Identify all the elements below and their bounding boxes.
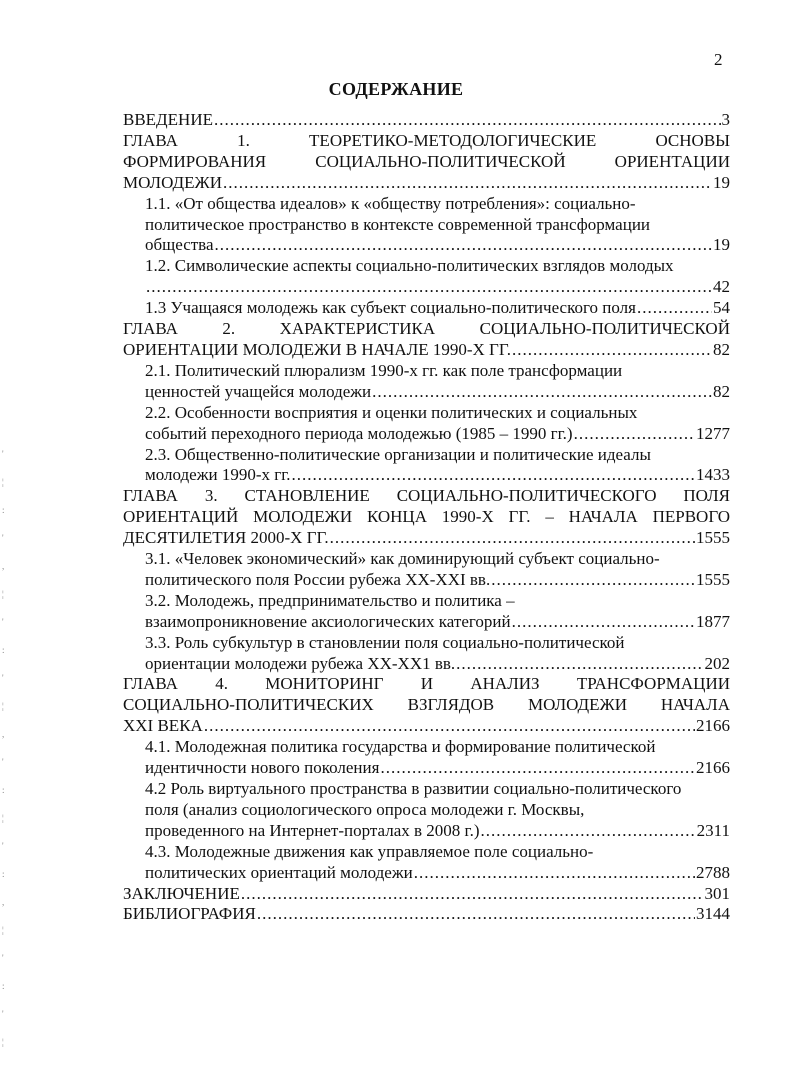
toc-subsection (123, 298, 730, 319)
toc-line (145, 277, 730, 298)
toc-page-number: 301 (704, 883, 730, 903)
toc-subsection (123, 256, 730, 298)
toc-page-number: 1555 (696, 569, 730, 589)
toc-chapter (123, 674, 730, 737)
toc-line (145, 549, 730, 570)
toc-chapter (123, 131, 730, 194)
toc-line (123, 110, 730, 131)
toc-line (123, 716, 730, 737)
toc-subsection (123, 842, 730, 884)
toc-line-text: 2.2. Особенности восприятия и оценки политических и социальных (145, 402, 638, 422)
toc-line-text: 2.3. Общественно-политические организации и политические идеалы (145, 444, 651, 464)
toc-line (123, 884, 730, 905)
toc-line (123, 695, 730, 716)
dot-leader (481, 821, 696, 842)
toc-line-text: ГЛАВА 2. ХАРАКТЕРИСТИКА СОЦИАЛЬНО-ПОЛИТИЧЕСКОЙ (123, 319, 730, 339)
toc-line-text: XXI ВЕКА (123, 716, 203, 736)
toc-line (145, 633, 730, 654)
toc-line (145, 298, 730, 319)
toc-section (123, 904, 730, 925)
toc-line (123, 319, 730, 340)
toc-line (123, 904, 730, 925)
toc-line-text: молодежи 1990-х гг. (145, 465, 291, 485)
toc-page-number: 19 (713, 235, 730, 255)
toc-line-text: 1.3 Учащаяся молодежь как субъект социально-политического поля (145, 298, 636, 318)
toc-line (123, 340, 730, 361)
toc-line (145, 256, 730, 277)
toc-line-text: 3.1. «Человек экономический» как доминирующий субъект социально- (145, 549, 660, 569)
toc-line (145, 403, 730, 424)
toc-line-text: общества (145, 235, 214, 255)
dot-leader (330, 528, 695, 549)
dot-leader (574, 424, 695, 445)
toc-line (145, 779, 730, 800)
toc-page-number: 82 (713, 381, 730, 401)
toc-chapter (123, 319, 730, 361)
toc-page-number: 42 (713, 277, 730, 297)
toc-page-number: 19 (713, 172, 730, 192)
table-of-contents (123, 110, 730, 925)
page-number: 2 (714, 50, 723, 69)
toc-line-text: БИБЛИОГРАФИЯ (123, 904, 256, 924)
toc-line (145, 215, 730, 236)
toc-subsection (123, 445, 730, 487)
toc-page-number: 3 (721, 110, 730, 129)
toc-line-text: проведенного на Интернет-порталах в 2008 г.) (145, 820, 480, 840)
toc-page-number: 3144 (696, 904, 730, 924)
toc-line (145, 570, 730, 591)
toc-page-number: 54 (713, 298, 730, 318)
toc-line (145, 800, 730, 821)
toc-line (123, 486, 730, 507)
toc-line (145, 821, 730, 842)
toc-page-number: 2166 (696, 758, 730, 778)
toc-line (123, 173, 730, 194)
toc-section (123, 884, 730, 905)
toc-line-text: ГЛАВА 4. МОНИТОРИНГ И АНАЛИЗ ТРАНСФОРМАЦИИ (123, 674, 730, 694)
toc-line-text: событий переходного периода молодежью (1985 – 1990 гг.) (145, 423, 573, 443)
toc-line-text: ценностей учащейся молодежи (145, 381, 372, 401)
dot-leader (637, 298, 712, 319)
toc-page-number: 82 (713, 339, 730, 359)
toc-line-text: ОРИЕНТАЦИЙ МОЛОДЕЖИ КОНЦА 1990-Х ГГ. – НАЧАЛА ПЕРВОГО (123, 507, 730, 527)
toc-subsection (123, 737, 730, 779)
dot-leader (491, 570, 695, 591)
toc-line (123, 507, 730, 528)
toc-line (123, 131, 730, 152)
toc-line (145, 361, 730, 382)
dot-leader (215, 235, 712, 256)
dot-leader (223, 173, 712, 194)
dot-leader (146, 277, 712, 298)
toc-page-number: 2166 (696, 716, 730, 736)
toc-line-text: политических ориентаций молодежи (145, 862, 413, 882)
dot-leader (512, 340, 712, 361)
toc-line-text: политического поля России рубежа XX-XXI вв. (145, 569, 491, 589)
toc-page-number: 202 (704, 653, 730, 673)
toc-line (123, 528, 730, 549)
dot-leader (204, 716, 695, 737)
toc-line (123, 674, 730, 695)
toc-line (123, 152, 730, 173)
toc-subsection (123, 194, 730, 257)
toc-line-text: ЗАКЛЮЧЕНИЕ (123, 883, 240, 903)
dot-leader (292, 465, 695, 486)
toc-line (145, 863, 730, 884)
toc-line-text: 3.2. Молодежь, предпринимательство и политика – (145, 590, 515, 610)
toc-line-text: 2.1. Политический плюрализм 1990-х гг. как поле трансформации (145, 360, 623, 380)
toc-line (145, 737, 730, 758)
toc-line-text: политическое пространство в контексте современной трансформации (145, 214, 651, 234)
dot-leader (456, 654, 703, 675)
toc-line-text: ОРИЕНТАЦИИ МОЛОДЕЖИ В НАЧАЛЕ 1990-Х ГГ. (123, 339, 512, 359)
dot-leader (512, 612, 695, 633)
toc-line-text: ФОРМИРОВАНИЯ СОЦИАЛЬНО-ПОЛИТИЧЕСКОЙ ОРИЕНТАЦИИ (123, 151, 730, 171)
toc-line-text: 4.2 Роль виртуального пространства в развитии социально-политического (145, 779, 682, 798)
toc-line (145, 612, 730, 633)
toc-page-number: 1433 (696, 465, 730, 485)
toc-line (145, 235, 730, 256)
toc-line-text: ДЕСЯТИЛЕТИЯ 2000-Х ГГ. (123, 528, 329, 548)
toc-subsection (123, 549, 730, 591)
toc-line-text: ВВЕДЕНИЕ (123, 110, 213, 129)
toc-line (145, 591, 730, 612)
toc-page-number: 1277 (696, 423, 730, 443)
toc-subsection (123, 591, 730, 633)
toc-subsection (123, 403, 730, 445)
toc-section (123, 110, 730, 131)
toc-line-text: поля (анализ социологического опроса молодежи г. Москвы, (145, 799, 585, 819)
toc-line-text: 4.3. Молодежные движения как управляемое поле социально- (145, 841, 594, 861)
toc-subsection (123, 633, 730, 675)
toc-line (145, 194, 730, 215)
toc-line-text: идентичности нового поколения (145, 758, 380, 778)
toc-line (145, 445, 730, 466)
toc-line-text: ГЛАВА 1. ТЕОРЕТИКО-МЕТОДОЛОГИЧЕСКИЕ ОСНОВЫ (123, 130, 730, 150)
toc-line (145, 654, 730, 675)
toc-line (145, 758, 730, 779)
dot-leader (372, 382, 712, 403)
scan-margin-marks: ' ¦ : ' , ¦ ' : ' ¦ , ' : ¦ ' : , ¦ ' : ' ¦ (2, 449, 5, 1047)
dot-leader (214, 110, 721, 131)
toc-subsection (123, 361, 730, 403)
dot-leader (257, 904, 695, 925)
dot-leader (380, 758, 695, 779)
toc-subsection (123, 779, 730, 842)
toc-line-text: СОЦИАЛЬНО-ПОЛИТИЧЕСКИХ ВЗГЛЯДОВ МОЛОДЕЖИ НАЧАЛА (123, 695, 730, 715)
toc-line-text: ГЛАВА 3. СТАНОВЛЕНИЕ СОЦИАЛЬНО-ПОЛИТИЧЕСКОГО ПОЛЯ (123, 486, 730, 506)
toc-line (145, 465, 730, 486)
toc-page-number: 1555 (696, 528, 730, 548)
toc-line-text: 1.2. Символические аспекты социально-политических взглядов молодых (145, 256, 674, 276)
toc-line (145, 842, 730, 863)
dot-leader (414, 863, 695, 884)
toc-line-text: МОЛОДЕЖИ (123, 172, 222, 192)
toc-line (145, 382, 730, 403)
page-title: СОДЕРЖАНИЕ (328, 79, 464, 99)
toc-page-number: 2788 (696, 862, 730, 882)
toc-line-text: 4.1. Молодежная политика государства и формирование политической (145, 737, 656, 757)
toc-line-text: 3.3. Роль субкультур в становлении поля социально-политической (145, 632, 625, 652)
toc-line-text: 1.1. «От общества идеалов» к «обществу потребления»: социально- (145, 193, 636, 213)
toc-line-text: ориентации молодежи рубежа XX-XX1 вв. (145, 653, 456, 673)
toc-page-number: 1877 (696, 611, 730, 631)
toc-chapter (123, 486, 730, 549)
toc-page-number: 2311 (696, 820, 730, 840)
dot-leader (241, 884, 704, 905)
toc-line-text: взаимопроникновение аксиологических категорий (145, 611, 511, 631)
toc-line (145, 424, 730, 445)
